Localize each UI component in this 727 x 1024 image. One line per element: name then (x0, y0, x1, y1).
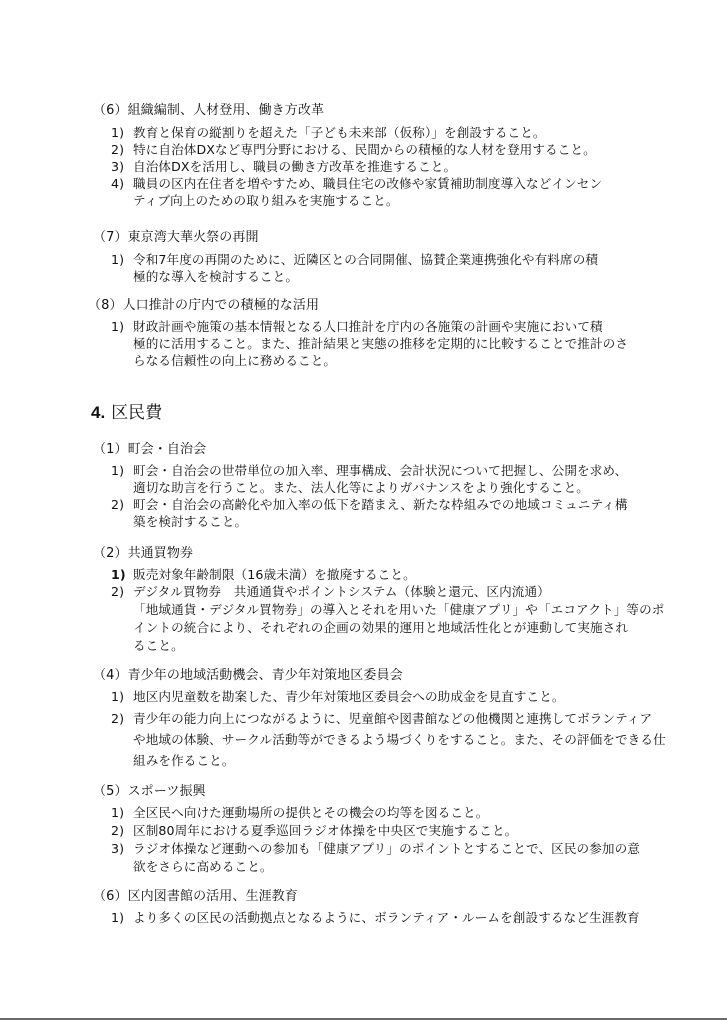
chapter-heading (91, 403, 162, 423)
section-heading: （5）スポーツ振興 (93, 784, 206, 799)
list-number: 2) (111, 711, 125, 726)
section-heading: （6）組織編制、人材登用、働き方改革 (93, 103, 325, 118)
list-item-continuation: 欲をさらに高めること。 (133, 859, 273, 874)
list-item: 青少年の能力向上につながるように、児童館や図書館などの他機関と連携してボランティア (133, 711, 653, 726)
list-number: 1) (111, 252, 125, 267)
list-item: デジタル買物券 共通通貨やポイントシステム（体験と還元、区内流通） (133, 584, 550, 599)
list-item-continuation: 「地域通貨・デジタル買物券」の導入とそれを用いた「健康アプリ」や「エコアクト」等のポ (133, 602, 665, 617)
list-item-continuation: 組みを作ること。 (133, 753, 235, 768)
list-number: 1) (111, 319, 125, 334)
list-item: 教育と保育の縦割りを超えた「子ども未来部（仮称）」を創設すること。 (133, 125, 546, 140)
list-item: 職員の区内在住者を増やすため、職員住宅の改修や家賃補助制度導入などインセン (133, 176, 603, 191)
section-heading: （2）共通買物券 (93, 546, 194, 561)
list-item-continuation: イントの統合により、それぞれの企画の効果的運用と地域活性化とが連動して実施され (133, 620, 629, 635)
section-heading: （8）人口推計の庁内での積極的な活用 (88, 298, 320, 313)
list-number: 4) (111, 176, 125, 191)
list-number: 3) (111, 159, 125, 174)
list-number: 1) (111, 805, 125, 820)
list-item: より多くの区民の活動拠点となるように、ボランティア・ルームを創設するなど生涯教育 (133, 910, 640, 925)
list-item-continuation: ること。 (133, 638, 184, 653)
list-item: 財政計画や施策の基本情報となる人口推計を庁内の各施策の計画や実施において積 (133, 319, 603, 334)
section-heading: （6）区内図書館の活用、生涯教育 (93, 889, 298, 904)
list-item: 販売対象年齢制限（16歳未満）を撤廃すること。 (133, 567, 416, 582)
chapter-number: 4. (91, 403, 106, 422)
list-item-continuation: ティブ向上のための取り組みを実施すること。 (133, 193, 399, 208)
list-item: 町会・自治会の世帯単位の加入率、理事構成、会計状況について把握し、公開を求め、 (133, 463, 628, 478)
list-number: 1) (111, 463, 125, 478)
list-number: 1) (111, 567, 126, 582)
list-item: 区制80周年における夏季巡回ラジオ体操を中央区で実施すること。 (133, 823, 518, 838)
list-item: 町会・自治会の高齢化や加入率の低下を踏まえ、新たな枠組みでの地域コミュニティ構 (133, 497, 628, 512)
list-number: 1) (111, 125, 125, 140)
list-number: 3) (111, 841, 125, 856)
list-number: 2) (111, 497, 125, 512)
list-item-continuation: 極的に活用すること。また、推計結果と実態の推移を定期的に比較することで推計のさ (133, 336, 629, 351)
list-item-continuation: 築を検討すること。 (133, 514, 248, 529)
chapter-title: 区民費 (111, 403, 163, 423)
list-item: 全区民へ向けた運動場所の提供とその機会の均等を図ること。 (133, 805, 489, 820)
page-bottom-rule (0, 1018, 727, 1020)
list-number: 2) (111, 584, 125, 599)
list-item: 地区内児童数を勘案した、青少年対策地区委員会への助成金を見直すこと。 (133, 689, 565, 704)
list-item: ラジオ体操など運動への参加も「健康アプリ」のポイントとすることで、区民の参加の意 (133, 841, 640, 856)
list-item-continuation: 極的な導入を検討すること。 (133, 269, 299, 284)
list-item: 令和7年度の再開のために、近隣区との合同開催、協賛企業連携強化や有料席の積 (133, 252, 599, 267)
list-item: 特に自治体DXなど専門分野における、民間からの積極的な人材を登用すること。 (133, 142, 596, 157)
list-item-continuation: らなる信頼性の向上に務めること。 (133, 353, 337, 368)
list-item-continuation: 適切な助言を行うこと。また、法人化等によりガバナンスをより強化すること。 (133, 480, 589, 495)
list-number: 1) (111, 910, 125, 925)
list-item-continuation: や地域の体験、サークル活動等ができるよう場づくりをすること。また、その評価をできる仕 (133, 732, 666, 747)
list-number: 2) (111, 823, 125, 838)
list-number: 2) (111, 142, 125, 157)
list-item: 自治体DXを活用し、職員の働き方改革を推進すること。 (133, 159, 457, 174)
section-heading: （4）青少年の地域活動機会、青少年対策地区委員会 (93, 668, 403, 683)
section-heading: （1）町会・自治会 (93, 442, 207, 457)
list-number: 1) (111, 689, 125, 704)
section-heading: （7）東京湾大華火祭の再開 (93, 230, 259, 245)
